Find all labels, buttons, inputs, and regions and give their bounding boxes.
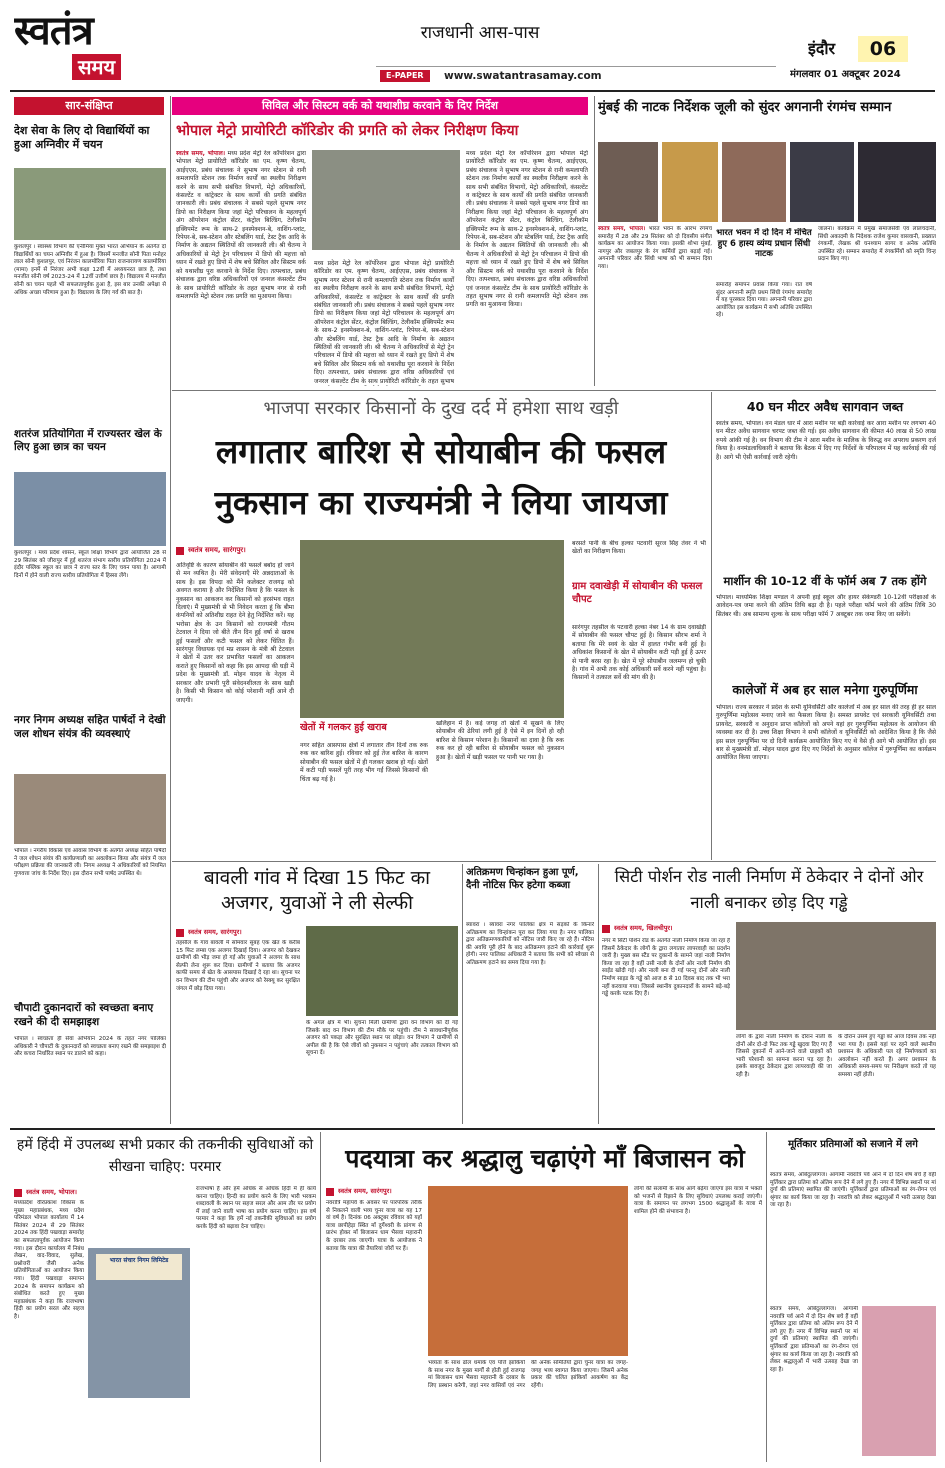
section-title: राजधानी आस-पास [420,23,540,43]
hindi-divider [320,1132,321,1462]
naali-body: नगर में सिटी पोर्शन रोड के अंतर्गत नाली निर्माण किया जा रहा है जिसमें ठेकेदार के लोगों के द्वारा लगातार लापरवाही का प्रदर्शन जारी है। मुख्य बस स्टैंड पर दुकानों के सामने जहां नाली निर्माण किया जा रहा है वहीं उसी नाली के दोनों ओर नाली निर्माण की साईड खोदी गई। और नाली बना दी गई परन्तु दोनों ओर नाली निर्माण साइड के गड्ढे को आज 8 से 10 दिवस बाद तक भी भरा नहीं करवाया गया। जिससे स्थानीय दुकानदारों के सामने बड़े-बड़े गड्ढे करके पटक दिए हैं। [602,938,730,998]
guru-head: कालेजों में अब हर साल मनेगा गुरुपूर्णिमा [732,682,918,697]
naali-head: सिटी पोर्शन रोड नाली निर्माण में ठेकेदार ने दोनों ओर नाली बनाकर छोड़ दिए गड्ढे [614,867,924,912]
epaper-badge: E-PAPER [380,70,430,82]
soya-body: अतिवृष्टि के कारण सोयाबीन की फसलें बर्बाद हो जाने से मन व्यथित है। मेरी संवेदनाएँ मेरे अन्नदाताओं के साथ है। इस विपदा को मैंने कलेक्टर राजगढ़ को अवगत कराया है और निर्देशित किया है कि फसल के नुकसान का आकलन कर किसानों को हरसंभव राहत दिलाएं। मैं मुख्यमंत्री से भी निवेदन करता हूं कि बीमा कंपनियों को अतिशीघ्र राहत देने हेतु निर्देशित करें। यह भरोसा क्षेत्र के उन किसानों को राज्यमंत्री गौतम टेटवाल ने दिया जो बीते तीन दिन हुई वर्षा से खराब हुई फसलों और कटी फसल को लेकर चिंतित हैं। सारंगपुर विधायक एवं मप्र शासन के मंत्री श्री टेटवाल ने खेतों में उतर कर प्रभावित फसलों का आकलन कराते हुए किसानों को कहा कि इस आपदा की घड़ी में प्रदेश के मुख्यमंत्री डॉ. मोहन यादव के नेतृत्व में सरकार और प्रभारी पूरी संवेदनशीलता के साथ खड़ी है। किसी भी किसान को कोई परेशानी नहीं आने दी जाएगी। [176,562,294,704]
juli-photo-3 [722,142,786,222]
sar-s3-body: भोपाल । नगरीय विकास एवं आवास विभाग के अंतर्गत अध्यक्ष सहित पार्षदों ने जल शोधन संयंत्र की कार्यप्रणाली का अवलोकन किया और संयंत्र में जल परीक्षण प्रक्रिया की जानकारी ली। निगम अध्यक्ष ने अधिकारियों को नियमित गुणवत्ता जांच के निर्देश दिए। इस दौरान सभी पार्षद उपस्थित थे। [14,848,166,877]
juli-photo-4 [790,142,854,222]
hindi-body2: राजभाषा है और हमें अधिक से अधिक हिंदी में ही कार्य करना चाहिए। हिन्दी का प्रयोग करने के लिए भारी भरकम शब्दावली के स्थान पर सहज सरल और आम तौर पर प्रयोग में लाई जाने वाली भाषा का प्रयोग करना चाहिए। इस वर्ष परमार ने कहा कि हमें नई तकनीकी सुविधाओं का प्रयोग करके हिंदी को बढ़ावा देना चाहिए। [196,1186,316,1230]
ajgar-byline: स्वतंत्र समय, सारंगपुर। [188,928,242,936]
marksheet-body: भोपाल। माध्यमिक शिक्षा मण्डल ने अपनी हाई स्कूल और हायर सेकेण्डरी 10-12वीं परीक्षाओं के आवेदन-पत्र जमा करने की अंतिम तिथि बढ़ा दी है। पहले परीक्षा फॉर्म भरने की अंतिम तिथि 30 सितंबर थी। अब सामान्य शुल्क के साथ परीक्षा फॉर्म 7 अक्टूबर तक जमा किए जा सकेंगे। [716,594,936,618]
hindi-byline: स्वतंत्र समय, भोपाल। [26,1188,77,1196]
ajgar-head: बावली गांव में दिखा 15 फिट का अजगर, युवाओं ने ली सेल्फी [203,867,431,914]
bijasan-byline-mark [326,1188,334,1196]
metro-divider [594,96,595,386]
metro-kicker: सिविल और सिस्टम वर्क को यथाशीघ्र करवाने के दिए निर्देश [172,97,588,115]
logo-line2: समय [72,54,121,80]
sar-s1-head: देश सेवा के लिए दो विद्यार्थियों का हुआ अग्निवीर में चयन [14,124,150,151]
sar-s3-photo [14,774,166,844]
juli-photo-2 [662,142,718,222]
naali-body3: के दौरान उसमें हुए गड्ढों को आज दिवस तक नहीं भरा गया है। इससे यहां पर रहने वाले स्थानीय प्रशासन के अधिकारी पल रहे निर्माणकार्य का अवलोकन नहीं करते हैं। अगर प्रशासन के अधिकारी समय-समय पर निरीक्षण करते तो यह समस्या नहीं होती। [838,1034,936,1078]
saagwan-body: स्वतंत्र समय, भोपाल। वन मंडल धार में आरा मशीन पर बड़ी कार्रवाई कर आरा मशीन पर लगभग 40 घन मीटर अवैध सागवान चरपट जब्त की गई। इस अवैध सागवान की कीमत 40 लाख से 50 लाख रुपये आंकी गई है। वन विभाग की टीम ने आरा मशीन के मालिक के विरुद्ध वन अपराध प्रकरण दर्ज किया है। वनमंडलाधिकारी ने बताया कि बैठक में दिए गए निर्देशों के परिपालन में यह कार्रवाई की गई है। आगे भी ऐसी कार्रवाई जारी रहेगी। [716,420,936,461]
metro-body-text: मध्य प्रदेश मेट्रो रेल कॉर्पोरेशन द्वारा भोपाल मेट्रो प्रायोरिटी कॉरिडोर का एम. कृष्ण चैतन्य, आईएएस, प्रबंध संचालक ने सुभाष नगर स्टेशन से रानी कमलापति स्टेशन तक निर्माण कार्यों का स्थलीय निरीक्षण करने के साथ सभी संबंधित विभागों, मेट्रो अधिकारियों, कंसल्टेंट व कांट्रेक्टर के साथ कार्यों की प्रगति संबंधित जानकारी ली। प्रबंध संचालक ने सबसे पहले सुभाष नगर डिपो का निरीक्षण किया जहां मेट्रो परिचालन के महत्वपूर्ण अंग ऑपरेशन कंट्रोल सेंटर, कंट्रोल बिल्डिंग, टेलीकॉम इक्विपमेंट रूम के साथ-2 इनस्पेक्शन-बे, वाशिंग-प्लांट, रिपेयर-बे, सब-स्टेशन और स्टेबलिंग यार्ड, टेस्ट ट्रैक आदि के निर्माण के अद्यतन स्थितियों की जानकारी ली। श्री चैतन्य ने अधिकारियों से मेट्रो ट्रेन परिचालन में डिपो की महत्ता को ध्यान में रखते हुए डिपो में शेष बचे सिविल और सिस्टम वर्क को यथाशीघ्र पूरा करवाने के निर्देश दिए। तत्पश्चात, प्रबंध संचालक द्वारा वरिष्ठ अधिकारियों एवं जनरल कंसल्टेंट टीम के साथ प्रायोरिटी कॉरिडोर के तहत सुभाष नगर से रानी कमलापति मेट्रो स्टेशन तक प्रगति का मुआयना किया। [176,150,306,300]
bijasan-body3: लोगों की सलामी के साथ आगे बढ़ेगा जाएगा इस यात्रा में भक्तों को भजनों से रिझाने के लिए सुविधाएं उपलब्ध कराई जाएंगी। यात्रा के समापन पर लगभग 1500 श्रद्धालुओं के यात्रा में शामिल होने की संभावना है। [634,1186,762,1215]
mid-rule [172,861,936,862]
ajgar-photo [306,926,458,1016]
juli-body-text: भारत भवन के आरंभ रंगमंच समारोह में 28 और 29 सितंबर को दो दिवसीय संगीत कार्यक्रम का आयोजन किया गया। इसकी शोभा मुंबई, नागपुर और जबलपुर के रंग कर्मियों द्वारा बढ़ाई गई। अगनानी परिवार और सिंधी भाषा को भी सम्मान दिया गया। [598,226,712,270]
masthead-logo[interactable] [14,8,162,86]
ajgar-divider [462,864,463,1124]
bijasan-body2: भव्यता के साथ ढोल धमाके एवं पत्ति झांकियों के साथ नगर के मुख्य मार्गों से होती हुई राजगढ़ मां बिजासन धाम भैसवा महारानी के दरबार के लिए प्रस्थान करेगी, जहां नगर वासियों एवं नगर की अनेक समितियों द्वारा चुनर यात्रा का जगह-जगह भव्य स्वागत किया जाएगा। जिसमें अनेक प्रकार की चलित झांकियाँ आकर्षण का केंद्र रहेंगी। [428,1360,628,1389]
logo-line1: स्वतंत्र [14,8,93,54]
metro-body [176,150,588,386]
soya-head-2: नुकसान का राज्यमंत्री ने लिया जायजा [214,483,668,522]
atikraman-head: अतिक्रमण चिन्हांकन हुआ पूर्ण, दैनी नोटिस फिर हटेगा कब्जा [466,867,579,891]
sar-s4-body: भोपाल । स्वच्छता ही सेवा अभियान 2024 के तहत नगर पालिका अधिकारी ने चौपाटी के दुकानदारों को स्वच्छता बनाए रखने की समझाइश दी और कचरा निर्धारित स्थान पर डालने को कहा। [14,1036,166,1058]
juli-body2: समारोह समापन प्रवास किया गया। रात वर्ष सुंदर अगनानी स्मृति प्रथम सिंधी रंगमंच समारोह में यह पुरस्कार दिया गया। अगनानी परिवार द्वारा आयोजित इस कार्यक्रम में सभी अतिथि उपस्थित रहे। [716,282,812,319]
soya-body2: नगर सहित आसपास क्षेत्रों में लगातार तीन दिनों तक रुक रुक कर बारिश हुई। रविवार को हुई तेज बारिश के कारण सोयाबीन की फसल खेतों में ही गलकर खराब हो गई। खेतों में कटी पड़ी फसलें पूरी तरह भीग गईं जिससे किसानों की चिंता बढ़ गई है। [300,742,428,783]
sar-s2-body: कुशलपुर । मध्य प्रदेश शासन, स्कूल शिक्षा विभाग द्वारा आयोजित 28 से 29 सितंबर को जीरापुर में हुई शतरंज संभाग स्तरीय प्रतियोगिता 2024 में इंदौर पब्लिक स्कूल का छात्र ने राज्य स्तर के लिए चयन पाया है। आगामी दिनों में होने वाली राज्य स्तरीय प्रतियोगिता में हिस्सा लेंगे। [14,550,166,579]
ajgar-byline-mark [176,929,184,937]
murti-body: स्वतंत्र समय, ओबेदुल्लागंज। आगामी नवरात्रि पर्व आने में दो दिन शेष बचे हैं वहीं मूर्तिकार द्वारा प्रतिमा को अंतिम रूप देने में लगे हुए हैं। नगर में विभिन्न स्थानों पर मां दुर्गा की प्रतिमाएं स्थापित की जाएंगी। मूर्तिकारों द्वारा प्रतिमाओं का रंग-रोगन एवं श्रृंगार का कार्य किया जा रहा है। नवरात्रि को लेकर श्रद्धालुओं में भारी उत्साह देखा जा रहा है। [770,1172,936,1209]
juli-sub: भारत भवन में दो दिन में मंचित हुए 6 हास्य व्यंग्य प्रधान सिंधी नाटक [716,228,812,259]
juli-photo-5 [858,142,936,222]
juli-photo-1 [598,142,658,222]
soya-body4: सारंगपुर तहसील के पटवारी हल्का नंबर 14 के ग्राम दवाखेड़ी में सोयाबीन की फसल चौपट हुई है। किसान सौरभ शर्मा ने बताया कि मेरे स्वयं के खेत में हालत गंभीर बनी हुई है। अधिकांश किसानों के खेत में सोयाबीन कटी पड़ी हुई है ऊपर से पानी बरस रहा है। खेत में पूरे सोयाबीन जलमग्न हो चुकी है। गांव में अभी तक कोई अधिकारी सर्वे करने नहीं पहुंचा है। किसानों ने तत्काल सर्वे की मांग की है। [572,624,706,682]
juli-body3: जालना। कार्यक्रम में प्रमुख समाजसेवी एवं लालचंदानी, सिंधी अकादमी के निदेशक राजेश कुमार वासवानी, प्रख्यात रंगकर्मी, लेखक श्री घनश्याम सागर व अनेक अतिथि उपस्थित रहे। सम्मान समारोह में रंगकर्मियों को स्मृति चिन्ह प्रदान किए गए। [818,226,936,263]
murti-head: मूर्तिकार प्रतिमाओं को सजाने में लगे [788,1139,918,1150]
hindi-photo [88,1248,190,1398]
bijasan-photo [428,1186,628,1356]
juli-body [598,226,712,384]
soya-byline-mark [176,547,184,555]
naali-photo [736,922,936,1030]
soya-body3: खलिहान में है। कई जगह तो खेतों में सूखने के लिए सोयाबीन की ढेरियां लगी हुई है ऐसे में इन दिनों हो रही बारिश से किसान परेशान है। किसानों का दावा है कि रुक रुक कर हो रही बारिश से सोयाबीन फसल को नुकसान हुआ है। खेतों में खड़ी फसल पर पानी भर गया है। [436,720,564,761]
sar-s3-head: नगर निगम अध्यक्ष सहित पार्षदों ने देखी जल शोधन संयंत्र की व्यवस्थाएं [14,714,166,740]
atikraman-body: ब्यावरा । ब्यावरा नगर पालिका क्षेत्र में सड़कों के किनारे अतिक्रमण का चिन्हांकन पूरा कर लिया गया है। नगर पालिका द्वारा अतिक्रमणकारियों को नोटिस जारी किए जा रहे हैं। नोटिस की अवधि पूरी होने के बाद अतिक्रमण हटाने की कार्रवाई शुरू होगी। नगर पालिका अधिकारी ने बताया कि सभी को स्वेच्छा से अतिक्रमण हटाने का समय दिया गया है। [466,922,594,966]
upper-rule [172,390,936,391]
epaper-bar [376,66,776,84]
soya-sub: ग्राम दवाखेड़ी में सोयाबीन की फसल चौपट [572,581,703,605]
murti-photo [862,1306,936,1456]
naali-body2: लोगों के द्वारा नाली निर्माण के दौरान नाली के दोनों ओर दो-दो फिट तक गड्ढे खुदवा दिए गए हैं जिससे दुकानों में आने-जाने वाले ग्राहकों को भारी परेशानी का सामना करना पड़ रहा है। इसके बावजूद ठेकेदार द्वारा लापरवाही की जा रही है। [736,1034,832,1078]
juli-head: मुंबई की नाटक निर्देशक जूली को सुंदर अगनानी रंगमंच सम्मान [598,100,892,115]
city-label: इंदौर [808,39,836,58]
atikraman-divider [598,864,599,1124]
soya-head-1: लगातार बारिश से सोयाबीन की फसल [215,432,667,471]
ajgar-body2: के अंगल क्षेत्र में भी। सुचना मिली ग्रामीणों द्वारा वन विभाग को दी गई जिसके बाद वन विभाग की टीम मौके पर पहुंची। टीम ने सावधानीपूर्वक अजगर को पकड़ा और सुरक्षित स्थान पर छोड़ा। वन विभाग ने ग्रामीणों से अपील की है कि ऐसे जीवों को नुकसान न पहुंचाएं और तत्काल विभाग को सूचना दें। [306,1020,458,1057]
sar-s2-head: शतरंज प्रतियोगिता में राज्यस्तर खेल के लिए हुआ छात्र का चयन [14,428,162,453]
masthead-rule [10,90,935,92]
guru-body: भोपाल। राज्य सरकार ने प्रदेश के सभी यूनिवर्सिटी और कालेजों में अब हर साल की तरह ही हर साल गुरुपूर्णिमा महोत्सव मनाए जाने का फैसला किया है। समस्त प्रायवेट एवं सरकारी यूनिवर्सिटी तथा प्रायवेट, सरकारी व अनुदान प्राप्त कॉलेजों को अपने यहां हर गुरुपूर्णिमा महोत्सव के आयोजन की व्यवस्था कर दी है। उच्च शिक्षा विभाग ने सभी कॉलेजों व यूनिवर्सिटी को आदेशित किया है कि जैसे इस साल गुरुपूर्णिमा पर दो दिनी कार्यक्रम आयोजित किए गए थे वैसे ही आगे भी आयोजित हों। इस बार से मुख्यमंत्री डॉ. मोहन यादव द्वारा दिए गए निर्देशों के अनुसार कॉलेज में गुरुपूर्णिमा का कार्यक्रम आयोजित किया जाएगा। [716,704,936,762]
sar-label: सार-संक्षिप्त [14,97,164,115]
soya-photo [300,540,564,718]
lower-rule [10,1128,935,1130]
hindi-byline-mark [14,1189,22,1197]
bijasan-byline: स्वतंत्र समय, सारंगपुर। [338,1187,392,1195]
page-number: 06 [858,36,908,62]
metro-byline: स्वतंत्र समय, भोपाल। [176,150,226,157]
sar-divider [170,96,171,1124]
soya-caption: खेतों में गलकर हुई खराब [300,722,387,733]
soya-byline: स्वतंत्र समय, सारंगपुर। [188,546,246,554]
site-url[interactable]: www.swatantrasamay.com [444,70,602,82]
metro-head: भोपाल मेट्रो प्रायोरिटी कॉरिडोर की प्रगति को लेकर निरीक्षण किया [176,123,519,139]
bijasan-head: पदयात्रा कर श्रद्धालु चढ़ाएंगे माँ बिजासन को [345,1144,745,1173]
bijasan-divider [766,1132,767,1462]
sar-s1-body: कुशलपुर । स्वास्थ्य विभाग की एनीमिया मुक्त भारत अभियान के अंतर्गत दो विद्यार्थियों का चयन अग्निवीर में हुआ है। जिसमें मनजीत सोनी पिता मनोहर लाल सोनी कुशलपुर, एवं निरंजन कालमोरिया पिता राजनारायण कालमोरिया (मामा) इनमें से निरंजर अभी कक्षा 12वीं में अध्ययनरत छात्र है, तथा मनजीत सोनी वर्ष 2023-24 में 12वीं उत्तीर्ण छात्र है। विद्यालय में मनजीत सोनी का चयन पहले भी सफलतापूर्वक हुआ है, इस बार उनकी अपेक्षा से अधिक अच्छा परिणाम हुआ है। विद्यालय के लिए गर्व की बात है। [14,244,166,296]
hindi-head: हमें हिंदी में उपलब्ध सभी प्रकार की तकनीकी सुविधाओं को सीखना चाहिए: परमार [16,1137,314,1175]
soya-divider [711,392,712,860]
soya-kicker: भाजपा सरकार किसानों के दुख दर्द में हमेशा साथ खड़ी [263,398,619,419]
murti-body-cont: स्वतंत्र समय, ओबेदुल्लागंज। आगामी नवरात्रि पर्व आने में दो दिन शेष बचे हैं वहीं मूर्तिकार द्वारा प्रतिमा को अंतिम रूप देने में लगे हुए हैं। नगर में विभिन्न स्थानों पर मां दुर्गा की प्रतिमाएं स्थापित की जाएंगी। मूर्तिकारों द्वारा प्रतिमाओं का रंग-रोगन एवं श्रृंगार का कार्य किया जा रहा है। नवरात्रि को लेकर श्रद्धालुओं में भारी उत्साह देखा जा रहा है। [770,1306,858,1373]
hindi-body: मध्यप्रदेश वीरप्रकाश विकास के मुख्य महाप्रबंधक, मध्य प्रदेश परिमंडल भोपाल कार्यालय में 14 सितंबर 2024 से 29 सितंबर 2024 तक हिंदी पखवाड़ा समारोह का सफलतापूर्वक आयोजन किया गया। इस दौरान कार्यालय में निबंध लेखन, वाद-विवाद, सुलेख, प्रश्नोत्तरी जैसी अनेक प्रतियोगिताओं का आयोजन किया गया। हिंदी पखवाड़ा समापन 2024 के समापन कार्यक्रम को संबोधित करते हुए मुख्य महाप्रबंधक ने कहा कि राजभाषा हिंदी का प्रयोग सरल और सहज है। [14,1200,84,1320]
issue-date: मंगलवार 01 अक्टूबर 2024 [790,69,901,80]
sar-s1-photo [14,168,166,240]
bijasan-body: नवरात्रि महापर्व के अवसर पर पारंपरिक तरीके से निकलने वाली भव्य चुनर यात्रा का यह 17 वां वर्ष है। दिनांक 06 अक्टूबर रविवार को यहाँ यात्रा छापीहेड़ा स्थित माँ दुर्गेश्वरी के प्रांगण से प्रारंभ होकर माँ बिजासन धाम भैसवा महारानी के दरबार तक जाएगी। यात्रा के आयोजक ने बताया कि यात्रा की तैयारियां जोरों पर हैं। [326,1200,422,1252]
ajgar-body: तहसील के गांव बावली में सोमवार सुबह एक खेत के करीब 15 फिट लम्बा एक अजगर दिखाई दिया। अजगर को देखकर ग्रामीणों की भीड़ जमा हो गई और युवाओं ने अजगर के साथ सेल्फी लेना शुरू कर दिया। ग्रामीणों ने बताया कि अजगर काफी समय से खेत के आसपास दिखाई दे रहा था। सूचना पर वन विभाग की टीम पहुंची और अजगर को रेस्क्यू कर सुरक्षित जंगल में छोड़ दिया गया। [176,940,300,992]
soya-top: बरसते पानी के बीच हल्का पटवारी सूरज सिंह तंवर ने भी खेतों का निरीक्षण किया। [572,540,706,556]
sar-s2-photo [14,472,166,546]
marksheet-head: मार्शीन की 10-12 वीं के फॉर्म अब 7 तक होंगे [723,574,927,588]
juli-byline: स्वतंत्र समय, भोपाल। [598,226,646,232]
naali-byline-mark [602,925,610,933]
saagwan-head: 40 घन मीटर अवैध सागवान जब्त [746,399,904,414]
sar-s4-head: चौपाटी दुकानदारों को स्वच्छता बनाए रखने की दी समझाइश [14,1002,154,1028]
naali-byline: स्वतंत्र समय, खिलचीपुर। [614,924,673,932]
metro-body-col2: मध्य प्रदेश मेट्रो रेल कॉर्पोरेशन द्वारा भोपाल मेट्रो प्रायोरिटी कॉरिडोर का एम. कृष्ण चैतन्य, आईएएस, प्रबंध संचालक ने सुभाष नगर स्टेशन से रानी कमलापति स्टेशन तक निर्माण कार्यों का स्थलीय निरीक्षण करने के साथ सभी संबंधित विभागों, मेट्रो अधिकारियों, कंसल्टेंट व कांट्रेक्टर के साथ कार्यों की प्रगति संबंधित जानकारी ली। प्रबंध संचालक ने सबसे पहले सुभाष नगर डिपो का निरीक्षण किया जहां मेट्रो परिचालन के महत्वपूर्ण अंग ऑपरेशन कंट्रोल सेंटर, कंट्रोल बिल्डिंग, टेलीकॉम इक्विपमेंट रूम के साथ-2 इनस्पेक्शन-बे, वाशिंग-प्लांट, रिपेयर-बे, सब-स्टेशन और स्टेबलिंग यार्ड, टेस्ट ट्रैक आदि के निर्माण के अद्यतन स्थितियों की जानकारी ली। श्री चैतन्य ने अधिकारियों से मेट्रो ट्रेन परिचालन में डिपो की महत्ता को ध्यान में रखते हुए डिपो में शेष बचे सिविल और सिस्टम वर्क को यथाशीघ्र पूरा करवाने के निर्देश दिए। तत्पश्चात, प्रबंध संचालक द्वारा वरिष्ठ अधिकारियों एवं जनरल कंसल्टेंट टीम के साथ प्रायोरिटी कॉरिडोर के तहत सुभाष [314,260,454,385]
metro-body-col3: मध्य प्रदेश मेट्रो रेल कॉर्पोरेशन द्वारा भोपाल मेट्रो प्रायोरिटी कॉरिडोर का एम. कृष्ण चैतन्य, आईएएस, प्रबंध संचालक ने सुभाष नगर स्टेशन से रानी कमलापति स्टेशन तक निर्माण कार्यों का स्थलीय निरीक्षण करने के साथ सभी संबंधित विभागों, मेट्रो अधिकारियों, कंसल्टेंट व कांट्रेक्टर के साथ कार्यों की प्रगति संबंधित जानकारी ली। प्रबंध संचालक ने सबसे पहले सुभाष नगर डिपो का निरीक्षण किया जहां मेट्रो परिचालन के महत्वपूर्ण अंग ऑपरेशन कंट्रोल सेंटर, कंट्रोल बिल्डिंग, टेलीकॉम इक्विपमेंट रूम के साथ-2 इनस्पेक्शन-बे, वाशिंग-प्लांट, रिपेयर-बे, सब-स्टेशन और स्टेबलिंग यार्ड, टेस्ट ट्रैक आदि के निर्माण के अद्यतन स्थितियों की जानकारी ली। श्री चैतन्य ने अधिकारियों से मेट्रो ट्रेन परिचालन में डिपो की महत्ता को ध्यान में रखते हुए डिपो में शेष बचे सिविल और सिस्टम वर्क को यथाशीघ्र पूरा करवाने के निर्देश दिए। तत्पश्चात, प्रबंध संचालक द्वारा वरिष्ठ अधिकारियों एवं जनरल कंसल्टेंट टीम के साथ प्रायोरिटी कॉरिडोर के तहत सुभाष नगर से रानी कमलापति मेट्रो स्टेशन तक प्रगति का मुआयना किया। [466,150,588,309]
hindi-banner: भारत संचार निगम लिमिटेड [96,1254,182,1280]
